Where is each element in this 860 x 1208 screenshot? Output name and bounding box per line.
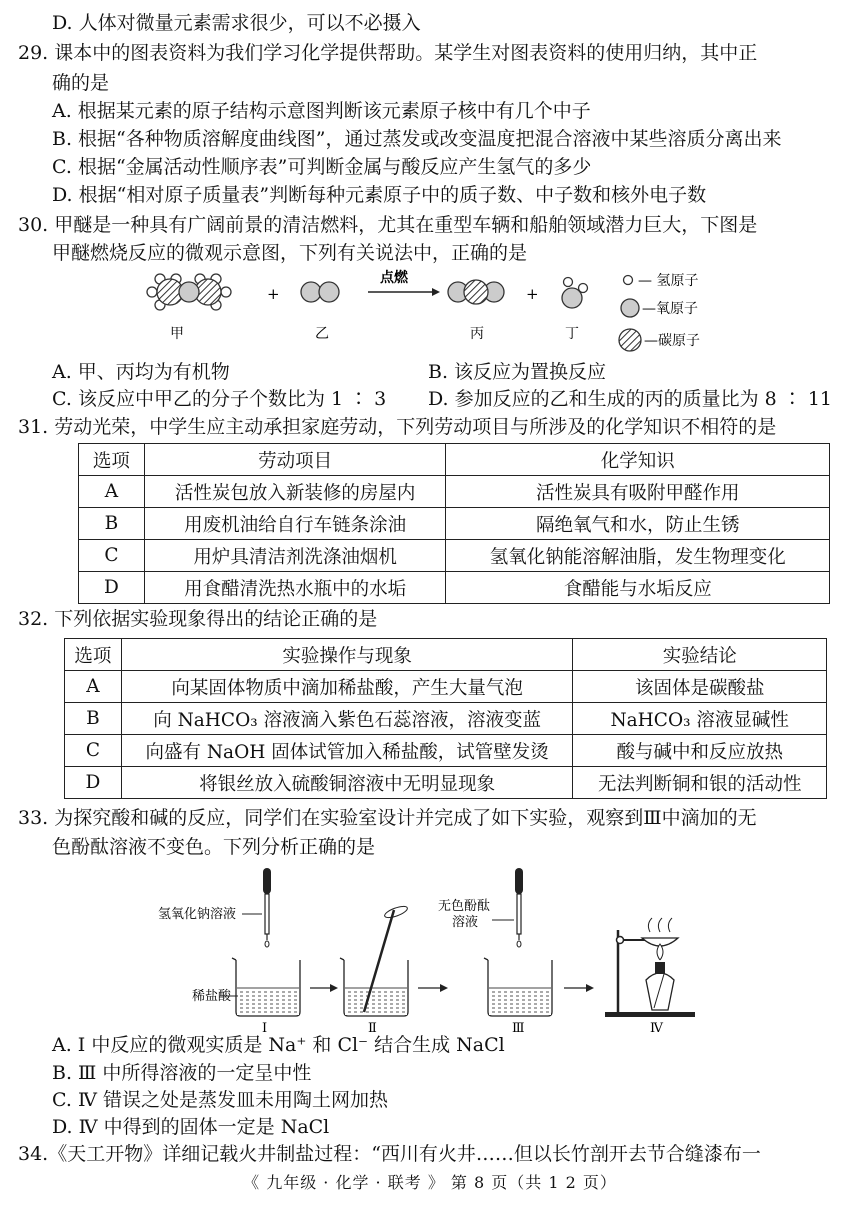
q31-header-option: 选项 [79,444,145,476]
table-cell: D [65,767,122,799]
reaction-diagram [140,268,740,356]
table-cell: 酸与碱中和反应放热 [573,735,827,767]
q30-option-c: C. 该反应中甲乙的分子个数比为 1 ∶ 3 [52,388,387,410]
q31-table [78,443,830,604]
q33-option-c: C. Ⅳ 错误之处是蒸发皿未用陶土网加热 [52,1089,388,1111]
table-cell: 该固体是碳酸盐 [573,671,827,703]
oxygen-molecule [301,282,339,302]
q32-header-conclusion: 实验结论 [573,639,827,671]
hcl-label: 稀盐酸 [192,989,232,1004]
arrow-icon [330,984,338,992]
q29-option-b: B. 根据“各种物质溶解度曲线图”，通过蒸发或改变温度把混合溶液中某些溶质分离出来 [52,128,782,150]
legend-oxygen: —氧原子 [642,301,698,317]
oxygen-atom-icon [621,299,639,317]
legend-carbon: —碳原子 [644,333,700,349]
plus-sign-1: + [267,285,280,303]
q32-header-operation: 实验操作与现象 [121,639,573,671]
table-cell: 将银丝放入硫酸铜溶液中无明显现象 [121,767,573,799]
q30-option-a: A. 甲、丙均为有机物 [52,361,230,383]
phenol-label: 无色酚酞 [438,899,491,914]
q29-option-a: A. 根据某元素的原子结构示意图判断该元素原子核中有几个中子 [52,100,591,122]
step-3-label: Ⅲ [512,1021,525,1034]
table-cell: 用炉具清洁剂洗涤油烟机 [144,540,446,572]
q33-option-b: B. Ⅲ 中所得溶液的一定呈中性 [52,1062,312,1084]
q29-stem-cont: 确的是 [52,72,110,94]
page-footer: 《 九年级 · 化学 · 联考 》 第 8 页（共 1 2 页） [243,1173,617,1192]
q33-option-a: A. Ⅰ 中反应的微观实质是 Na⁺ 和 Cl⁻ 结合生成 NaCl [52,1034,505,1056]
table-row [79,540,830,572]
label-yi: 乙 [315,326,329,342]
ignite-label: 点燃 [380,270,408,286]
q31-header-task: 劳动项目 [144,444,446,476]
table-row [65,767,827,799]
beaker-2 [340,904,409,1016]
q28-option-d: D. 人体对微量元素需求很少，可以不必摄入 [52,12,421,34]
q32-stem: 32. 下列依据实验现象得出的结论正确的是 [18,608,378,630]
label-jia: 甲 [170,326,184,342]
table-row [79,476,830,508]
table-cell: NaHCO₃ 溶液显碱性 [573,703,827,735]
legend-hydrogen: — 氢原子 [638,273,699,289]
water-molecule [562,278,588,309]
q30-stem-cont: 甲醚燃烧反应的微观示意图，下列有关说法中，正确的是 [52,242,528,264]
step-4-label: Ⅳ [650,1021,663,1034]
q33-stem-cont: 色酚酞溶液不变色。下列分析正确的是 [52,836,376,858]
table-cell: 向盛有 NaOH 固体试管加入稀盐酸，试管壁发烫 [121,735,573,767]
q31-stem: 31. 劳动光荣，中学生应主动承担家庭劳动，下列劳动项目与所涉及的化学知识不相符的是 [18,416,777,438]
table-cell: 活性炭具有吸附甲醛作用 [446,476,830,508]
table-row [65,703,827,735]
arrow-icon [440,984,448,992]
carbon-dioxide-molecule [448,280,504,304]
table-cell: C [79,540,145,572]
beaker-1 [232,868,300,1016]
q30-stem: 30. 甲醚是一种具有广阔前景的清洁燃料，尤其在重型车辆和船舶领域潜力巨大，下图是 [18,214,758,236]
table-cell: 无法判断铜和银的活动性 [573,767,827,799]
q34-stem: 34.《天工开物》详细记载火井制盐过程：“西川有火井……但以长竹剖开去节合缝漆布一 [18,1143,761,1165]
step-2-label: Ⅱ [368,1021,377,1034]
q30-option-d: D. 参加反应的乙和生成的丙的质量比为 8 ∶ 11 [428,388,833,410]
table-cell: C [65,735,122,767]
atom-legend [619,273,700,351]
evaporation-setup [605,918,695,1017]
table-cell: B [79,508,145,540]
beaker-3 [484,868,552,1016]
q32-table [64,638,827,799]
q30-option-b: B. 该反应为置换反应 [428,361,607,383]
q33-stem: 33. 为探究酸和碱的反应，同学们在实验室设计并完成了如下实验，观察到Ⅲ中滴加的无 [18,807,757,829]
table-cell: 用废机油给自行车链条涂油 [144,508,446,540]
q29-stem: 29. 课本中的图表资料为我们学习化学提供帮助。某学生对图表资料的使用归纳，其中正 [18,42,758,64]
dimethyl-ether-molecule [147,274,231,310]
table-cell: B [65,703,122,735]
table-row [79,572,830,604]
table-cell: 用食醋清洗热水瓶中的水垢 [144,572,446,604]
table-cell: 向某固体物质中滴加稀盐酸，产生大量气泡 [121,671,573,703]
naoh-label: 氢氧化钠溶液 [158,907,237,922]
table-cell: A [79,476,145,508]
label-bing: 丙 [470,326,484,342]
table-row [65,671,827,703]
q29-option-d: D. 根据“相对原子质量表”判断每种元素原子中的质子数、中子数和核外电子数 [52,184,707,206]
label-ding: 丁 [565,326,579,342]
arrow-icon [586,984,594,992]
table-cell: 氢氧化钠能溶解油脂，发生物理变化 [446,540,830,572]
table-cell: 食醋能与水垢反应 [446,572,830,604]
q33-option-d: D. Ⅳ 中得到的固体一定是 NaCl [52,1116,330,1138]
table-cell: 隔绝氧气和水，防止生锈 [446,508,830,540]
table-cell: A [65,671,122,703]
q29-option-c: C. 根据“金属活动性顺序表”可判断金属与酸反应产生氢气的多少 [52,156,592,178]
carbon-atom-icon [619,329,641,351]
table-row [79,508,830,540]
table-cell: D [79,572,145,604]
step-1-label: Ⅰ [262,1021,268,1034]
q31-header-knowledge: 化学知识 [446,444,830,476]
table-row [65,735,827,767]
table-cell: 向 NaHCO₃ 溶液滴入紫色石蕊溶液，溶液变蓝 [121,703,573,735]
table-cell: 活性炭包放入新装修的房屋内 [144,476,446,508]
plus-sign-2: + [526,285,539,303]
q32-header-option: 选项 [65,639,122,671]
hydrogen-atom-icon [624,276,633,285]
experiment-diagram [150,862,710,1034]
phenol-label-2: 溶液 [452,915,479,930]
